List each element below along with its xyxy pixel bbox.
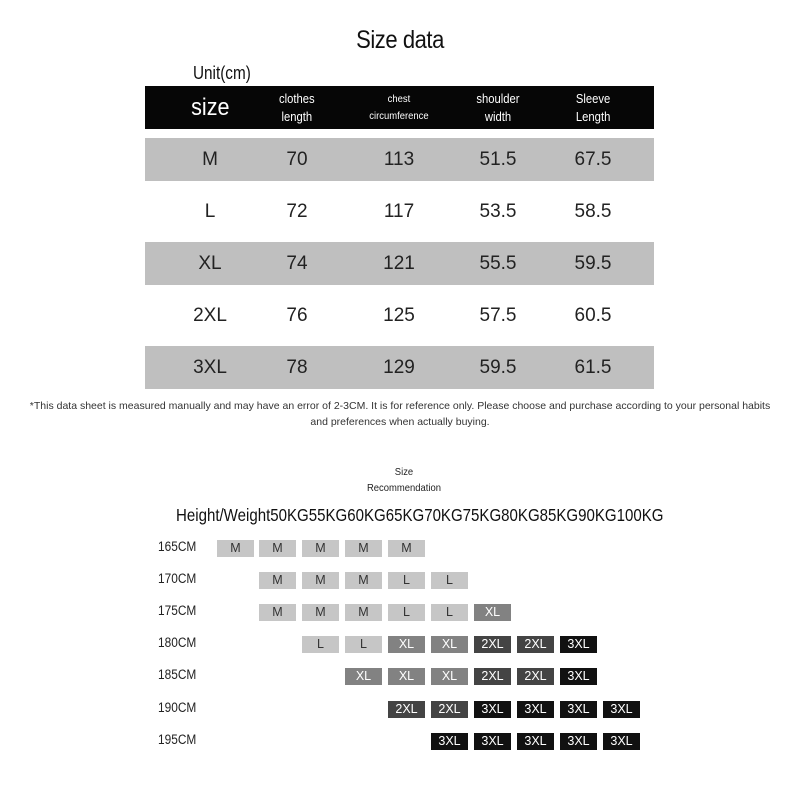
cell-shoulder: 59.5 [479,357,517,378]
size-cell-3xl: 3XL [560,668,597,685]
cell-size: XL [198,253,222,274]
cell-sleeve: 61.5 [574,357,612,378]
height-label: 170CM [158,571,197,586]
table-header [145,86,654,129]
size-cell-2xl: 2XL [474,668,511,685]
cell-chest: 129 [383,357,415,378]
cell-clothes-length: 70 [286,149,308,170]
unit-label: Unit(cm) [193,63,251,83]
size-cell-xl: XL [388,636,425,653]
cell-shoulder: 57.5 [479,305,517,326]
header-shoulder-width: shoulder width [476,91,520,124]
cell-size: L [204,201,216,222]
table-row [145,242,654,285]
cell-sleeve: 60.5 [574,305,612,326]
size-cell-m: M [259,572,296,589]
size-cell-xl: XL [431,636,468,653]
height-label: 175CM [158,603,197,618]
size-data-table [145,86,654,389]
cell-clothes-length: 74 [286,253,308,274]
size-cell-m: M [259,604,296,621]
size-cell-m: M [345,572,382,589]
height-label: 180CM [158,635,197,650]
size-cell-m: M [259,540,296,557]
recommendation-title: Size Recommendation [366,466,442,494]
cell-chest: 113 [383,149,415,170]
size-cell-3xl: 3XL [560,636,597,653]
height-label: 165CM [158,539,197,554]
cell-shoulder: 55.5 [479,253,517,274]
height-label: 185CM [158,667,197,682]
cell-chest: 117 [383,201,415,222]
cell-sleeve: 67.5 [574,149,612,170]
cell-sleeve: 59.5 [574,253,612,274]
cell-clothes-length: 72 [286,201,308,222]
header-clothes-length: clothes length [279,91,315,124]
size-cell-m: M [217,540,254,557]
size-cell-xl: XL [388,668,425,685]
size-cell-3xl: 3XL [603,733,640,750]
table-row [145,190,654,233]
size-cell-m: M [302,540,339,557]
size-cell-m: M [345,604,382,621]
height-label: 195CM [158,732,197,747]
size-cell-l: L [388,572,425,589]
size-cell-2xl: 2XL [517,668,554,685]
cell-clothes-length: 76 [286,305,308,326]
size-cell-2xl: 2XL [431,701,468,718]
size-cell-3xl: 3XL [603,701,640,718]
table-row [145,294,654,337]
table-row [145,138,654,181]
size-cell-xl: XL [345,668,382,685]
size-cell-3xl: 3XL [474,701,511,718]
size-cell-l: L [431,572,468,589]
size-cell-3xl: 3XL [431,733,468,750]
size-cell-xl: XL [431,668,468,685]
size-cell-l: L [388,604,425,621]
header-size: size [190,93,230,121]
size-cell-m: M [388,540,425,557]
size-cell-l: L [431,604,468,621]
size-cell-m: M [345,540,382,557]
size-cell-2xl: 2XL [388,701,425,718]
table-row [145,346,654,389]
size-cell-l: L [302,636,339,653]
cell-size: M [202,149,218,170]
size-cell-3xl: 3XL [517,701,554,718]
header-chest-circumference: chest circumference [369,92,429,122]
page-title: Size data [356,26,444,54]
size-cell-3xl: 3XL [560,701,597,718]
disclaimer-note: *This data sheet is measured manually and may have an error of 2-3CM. It is for reference only. Please choose and purchase according to your personal habits and preferences when actually buying. [29,400,771,428]
size-cell-3xl: 3XL [560,733,597,750]
cell-size: 2XL [193,305,227,326]
size-cell-3xl: 3XL [517,733,554,750]
height-label: 190CM [158,700,197,715]
cell-size: 3XL [193,357,227,378]
size-cell-xl: XL [474,604,511,621]
cell-chest: 121 [383,253,415,274]
header-sleeve-length: Sleeve Length [575,91,611,124]
size-cell-3xl: 3XL [474,733,511,750]
size-cell-l: L [345,636,382,653]
size-cell-m: M [302,572,339,589]
size-cell-2xl: 2XL [474,636,511,653]
cell-shoulder: 53.5 [479,201,517,222]
size-cell-m: M [302,604,339,621]
size-cell-2xl: 2XL [517,636,554,653]
height-weight-header: Height/Weight50KG55KG60KG65KG70KG75KG80KG85KG90KG100KG [176,505,664,525]
cell-chest: 125 [383,305,415,326]
cell-shoulder: 51.5 [479,149,517,170]
cell-clothes-length: 78 [286,357,308,378]
cell-sleeve: 58.5 [574,201,612,222]
